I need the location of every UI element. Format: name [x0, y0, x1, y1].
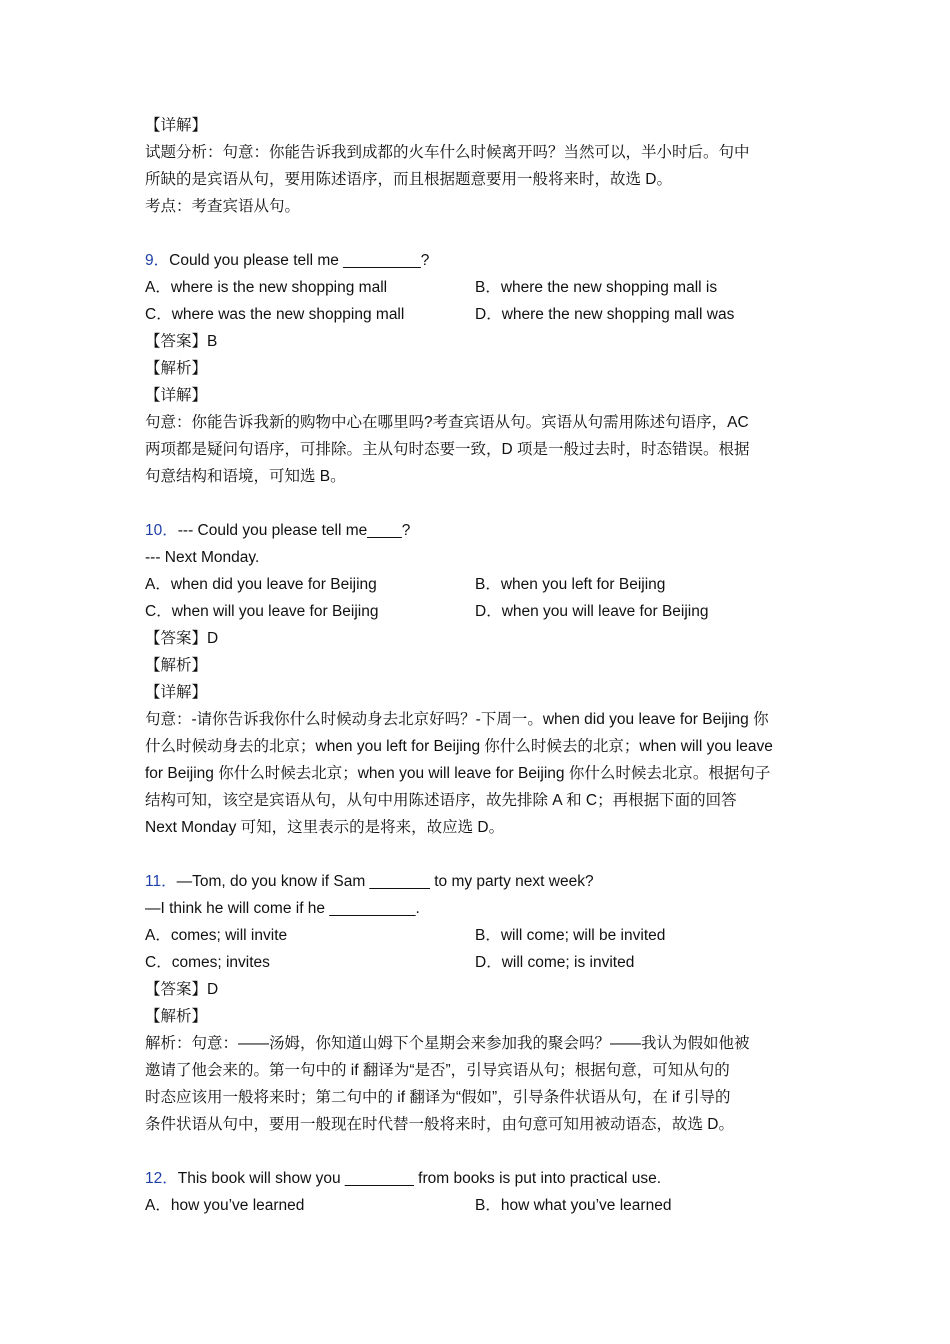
explanation-line: 结构可知，该空是宾语从句，从句中用陈述语序，故先排除 A 和 C；再根据下面的回答 — [145, 792, 737, 809]
option-row — [145, 571, 805, 598]
option-row — [145, 1192, 805, 1219]
question-11 — [145, 868, 805, 1138]
option-c: C．when will you leave for Beijing — [145, 603, 379, 620]
option-a: A．where is the new shopping mall — [145, 279, 388, 296]
option-d: D．will come; is invited — [475, 954, 635, 971]
explanation-line: 两项都是疑问句语序，可排除。主从句时态要一致，D 项是一般过去时，时态错误。根据 — [145, 441, 750, 458]
answer: 【答案】D — [145, 981, 219, 998]
option-b: B．how what you’ve learned — [475, 1197, 672, 1214]
detail-label: 【详解】 — [145, 117, 208, 134]
analysis-label: 【解析】 — [145, 1008, 208, 1025]
detail-label: 【详解】 — [145, 684, 208, 701]
option-a: A．when did you leave for Beijing — [145, 576, 377, 593]
explanation-line: 句意结构和语境，可知选 B。 — [145, 468, 346, 485]
question-stem — [145, 868, 805, 895]
question-number: 11． — [145, 873, 177, 890]
question-number: 10． — [145, 522, 178, 539]
answer-blank: ____ — [367, 522, 402, 539]
option-b: B．when you left for Beijing — [475, 576, 666, 593]
question-stem — [145, 247, 805, 274]
question-text: This book will show you ________ from books is put into practical use. — [177, 1170, 662, 1187]
analysis-label: 【解析】 — [145, 657, 208, 674]
explanation-line: Next Monday 可知，这里表示的是将来，故应选 D。 — [145, 819, 505, 836]
option-c: C．where was the new shopping mall — [145, 306, 405, 323]
response-line: —I think he will come if he __________. — [145, 900, 420, 917]
detail-label: 【详解】 — [145, 387, 208, 404]
option-row — [145, 949, 805, 976]
question-number: 12． — [145, 1170, 178, 1187]
option-row — [145, 274, 805, 301]
option-b: B．will come; will be invited — [475, 927, 666, 944]
response-line: --- Next Monday. — [145, 549, 260, 566]
explanation-line: 条件状语从句中，要用一般现在时代替一般将来时，由句意可知用被动语态，故选 D。 — [145, 1116, 735, 1133]
answer: 【答案】D — [145, 630, 219, 647]
explanation-line: 句意：你能告诉我新的购物中心在哪里吗?考查宾语从句。宾语从句需用陈述句语序，AC — [145, 414, 749, 431]
option-d: D．when you will leave for Beijing — [475, 603, 709, 620]
option-row — [145, 922, 805, 949]
question-number: 9． — [145, 252, 170, 269]
document-page — [145, 112, 805, 1219]
explanation-line: 邀请了他会来的。第一句中的 if 翻译为“是否”，引导宾语从句；根据句意，可知从句的 — [145, 1062, 730, 1079]
explanation-line: 什么时候动身去的北京；when you left for Beijing 你什么时候去的北京；when will you leave — [145, 738, 773, 755]
explanation-line: for Beijing 你什么时候去北京；when you will leave for Beijing 你什么时候去北京。根据句子 — [145, 765, 771, 782]
question-stem — [145, 1165, 805, 1192]
option-row — [145, 301, 805, 328]
question-stem — [145, 517, 805, 544]
option-d: D．where the new shopping mall was — [475, 306, 735, 323]
answer: 【答案】B — [145, 333, 218, 350]
question-text: —Tom, do you know if Sam _______ to my party next week? — [176, 873, 594, 890]
question-text: --- Could you please tell me — [177, 522, 368, 539]
option-a: A．comes; will invite — [145, 927, 288, 944]
explanation-line: 解析：句意：——汤姆，你知道山姆下个星期会来参加我的聚会吗？——我认为假如他被 — [145, 1035, 750, 1052]
analysis-label: 【解析】 — [145, 360, 208, 377]
question-text: Could you please tell me _________? — [169, 252, 430, 269]
option-b: B．where the new shopping mall is — [475, 279, 718, 296]
explanation-line: 所缺的是宾语从句，要用陈述语序，而且根据题意要用一般将来时，故选 D。 — [145, 171, 673, 188]
option-a: A．how you’ve learned — [145, 1197, 305, 1214]
explanation-line: 试题分析：句意：你能告诉我到成都的火车什么时候离开吗？当然可以，半小时后。句中 — [145, 144, 750, 161]
question-12 — [145, 1165, 805, 1219]
explanation-line: 句意：-请你告诉我你什么时候动身去北京好吗？-下周一。when did you leave for Beijing 你 — [145, 711, 769, 728]
question-10 — [145, 517, 805, 841]
q8-explanation — [145, 112, 805, 220]
question-9 — [145, 247, 805, 490]
explanation-line: 时态应该用一般将来时；第二句中的 if 翻译为“假如”，引导条件状语从句，在 if 引导的 — [145, 1089, 731, 1106]
question-end: ? — [401, 522, 411, 539]
option-row — [145, 598, 805, 625]
option-c: C．comes; invites — [145, 954, 270, 971]
explanation-line: 考点：考查宾语从句。 — [145, 198, 301, 215]
